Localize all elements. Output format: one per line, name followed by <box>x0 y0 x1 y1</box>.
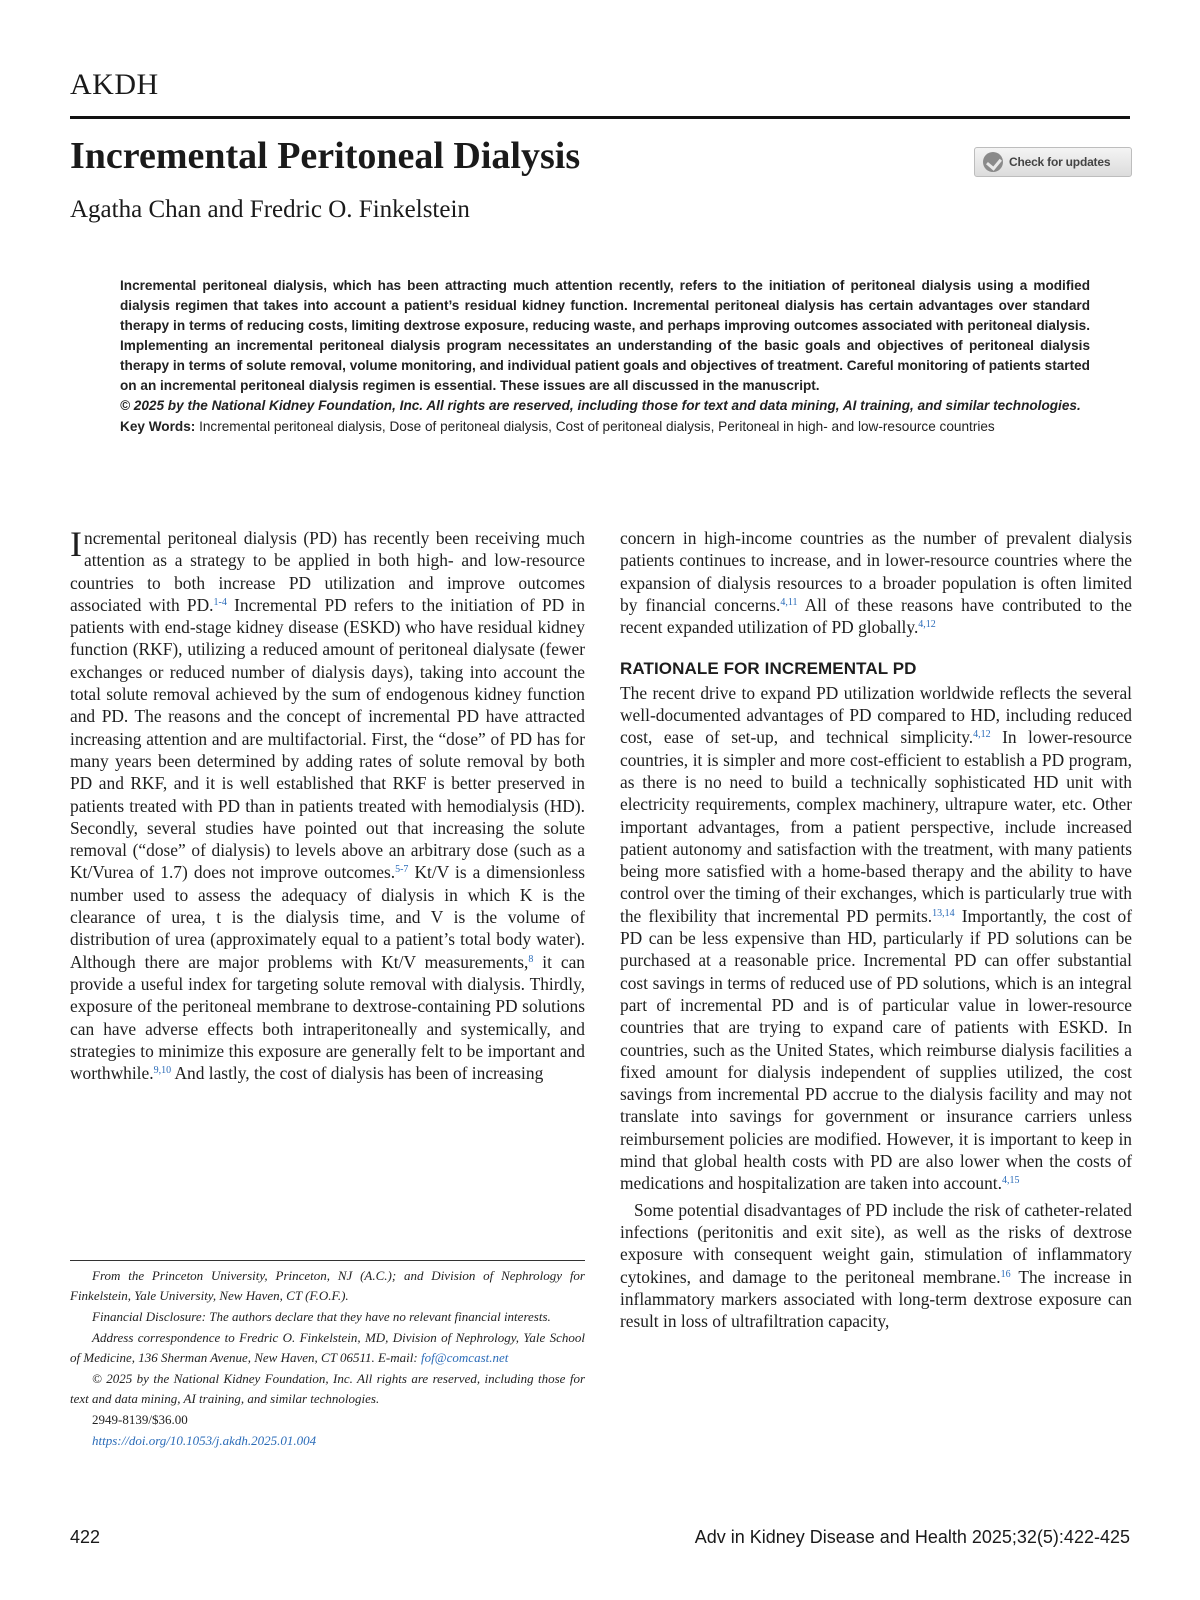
body-paragraph: concern in high-income countries as the number of prevalent dialysis patients continues to increase, and in lower-resource countries where the expansion of dialysis resources to a broader population is often limited by financial concerns.$^{4,11}$ All of these reasons have contributed to the recent expanded utilization of PD globally.$^{4,12}$ <box>620 528 1132 638</box>
footnote-disclosure: Financial Disclosure: The authors declare that they have no relevant financial interests. <box>92 1309 551 1324</box>
page-number: 422 <box>70 1527 101 1547</box>
footnote-issn: 2949-8139/$36.00 <box>92 1412 188 1427</box>
journal-citation: Adv in Kidney Disease and Health 2025;32(5):422-425 <box>694 1527 1130 1547</box>
intro-paragraph: Incremental peritoneal dialysis (PD) has recently been receiving much attention as a strategy to be applied in both high- and low-resource countries to both increase PD utilization and improve outcomes associated with PD.$^{1-4}$ Incremental PD refers to the initiation of PD in patients with end-stage kidney disease (ESKD) who have residual kidney function (RKF), utilizing a reduced amount of peritoneal dialysate (fewer exchanges or reduced number of dialysis days), taking into account the total solute removal achieved by the sum of endogenous kidney function and PD. The reasons and the concept of incremental PD have attracted increasing attention and are multifactorial. First, the “dose” of PD has for many years been determined by adding rates of solute removal by both PD and RKF, and it is well established that RKF is better preserved in patients treated with PD than in patients treated with hemodialysis (HD). Secondly, several studies have pointed out that increasing the solute removal (“dose” of dialysis) to levels above an arbitrary dose (such as a Kt/Vurea of 1.7) does not improve outcomes.$^{5-7}$ Kt/V is a dimensionless number used to assess the adequacy of dialysis in which K is the clearance of urea, t is the dialysis time, and V is the volume of distribution of urea (approximately equal to a patient’s total body water). Although there are major problems with Kt/V measurements,$^8$ it can provide a useful index for targeting solute removal with dialysis. Thirdly, exposure of the peritoneal membrane to dextrose-containing PD solutions can have adverse effects both intraperitoneally and systemically, and strategies to minimize this exposure are generally felt to be important and worthwhile.$^{9,10}$ And lastly, the cost of dialysis has been of increasing <box>70 524 585 1084</box>
citation-link[interactable]: 4,12 <box>973 729 991 741</box>
article-authors: Agatha Chan and Fredric O. Finkelstein <box>70 196 470 223</box>
drop-cap: I <box>70 524 82 564</box>
article-title: Incremental Peritoneal Dialysis <box>70 135 581 177</box>
abstract <box>120 276 1090 437</box>
citation-link[interactable]: 4,15 <box>1001 1175 1020 1187</box>
citation-link[interactable]: 1-4 <box>213 596 227 608</box>
abstract-text: Incremental peritoneal dialysis, which has been attracting much attention recently, refers to the initiation of peritoneal dialysis using a modified dialysis regimen that takes into account a patient’s residual kidney function. Incremental peritoneal dialysis has certain advantages over standard therapy in terms of reducing costs, limiting dextrose exposure, reducing waste, and perhaps improving outcomes associated with peritoneal dialysis. Implementing an incremental peritoneal dialysis program necessitates an understanding of the basic goals and objectives of peritoneal dialysis therapy in terms of solute removal, volume monitoring, and individual patient goals and objectives of treatment. Careful monitoring of patients started on an incremental peritoneal dialysis regimen is essential. These issues are all discussed in the manuscript. <box>120 278 1090 393</box>
citation-link[interactable]: 16 <box>1000 1268 1011 1280</box>
citation-link[interactable]: 4,12 <box>918 619 936 631</box>
citation-link[interactable]: 9,10 <box>153 1065 172 1077</box>
citation-link[interactable]: 5-7 <box>395 864 409 876</box>
doi-link[interactable]: https://doi.org/10.1053/j.akdh.2025.01.004 <box>92 1433 317 1448</box>
body-paragraph: Some potential disadvantages of PD include the risk of catheter-related infections (peritonitis and exit site), as well as the risks of dextrose exposure with consequent weight gain, stimulation of inflammatory cytokines, and damage to the peritoneal membrane.$^{16}$ The increase in inflammatory markers associated with long-term dextrose exposure can result in loss of ultrafiltration capacity, <box>620 1199 1132 1332</box>
body-column-right <box>620 527 1132 1332</box>
footnotes <box>70 1266 585 1452</box>
citation-link[interactable]: 4,11 <box>780 596 798 608</box>
keywords-label: Key Words: <box>120 419 196 434</box>
journal-abbreviation: AKDH <box>70 68 159 101</box>
body-paragraph: The recent drive to expand PD utilization worldwide reflects the several well-documented advantages of PD compared to HD, including reduced cost, ease of set-up, and technical simplicity.$^{4,12}$ In lower-resource countries, it is simpler and more cost-efficient to establish a PD program, as there is no need to build a technically sophisticated HD unit with electricity requirements, complex machinery, ultrapure water, etc. Other important advantages, from a patient perspective, include increased patient autonomy and satisfaction with the treatment, with many patients being more satisfied with a home-based therapy and the ability to have control over the timing of their exchanges, which is particularly true with the flexibility that incremental PD permits.$^{13,14}$ Importantly, the cost of PD can be less expensive than HD, particularly if PD solutions can be purchased at a reasonable price. Incremental PD can offer substantial cost savings in terms of reduced use of PD solutions, which is an integral part of incremental PD and is of particular value in lower-resource countries that are trying to expand care of patients with ESKD. In countries, such as the United States, which reimburse dialysis facilities a fixed amount for dialysis independent of supplies utilized, the cost savings from incremental PD accrue to the dialysis facility and may not translate into savings for government or insurance carriers unless reimbursement policies are modified. However, it is important to keep in mind that global health costs with PD are also lower when the costs of medications and hospitalization are taken into account.$^{4,15}$ <box>620 682 1133 1194</box>
check-for-updates-label: Check for updates <box>1009 155 1111 169</box>
citation-link[interactable]: 8 <box>528 953 534 965</box>
footnote-copyright: © 2025 by the National Kidney Foundation, Inc. All rights are reserved, including those for text and data mining, AI training, and similar technologies. <box>70 1371 585 1406</box>
keywords <box>120 417 1090 437</box>
footnote-address: Address correspondence to Fredric O. Finkelstein, MD, Division of Nephrology, Yale School of Medicine, 136 Sherman Avenue, New Haven, CT 06511. E-mail: fof@comcast.net <box>70 1330 585 1365</box>
keywords-list: Incremental peritoneal dialysis, Dose of peritoneal dialysis, Cost of peritoneal dialysis, Peritoneal in high- and low-resource countries <box>199 419 995 434</box>
footnote-rule <box>70 1260 585 1261</box>
email-link[interactable]: fof@comcast.net <box>420 1350 509 1365</box>
section-heading: RATIONALE FOR INCREMENTAL PD <box>620 659 917 679</box>
abstract-copyright: © 2025 by the National Kidney Foundation, Inc. All rights are reserved, including those for text and data mining, AI training, and similar technologies. <box>120 398 1081 413</box>
header-rule <box>70 116 1130 119</box>
body-column-left <box>70 524 585 1084</box>
citation-link[interactable]: 13,14 <box>932 907 955 919</box>
check-badge-icon <box>983 152 1003 172</box>
check-for-updates-button[interactable] <box>974 147 1132 177</box>
footnote-affiliation: From the Princeton University, Princeton, NJ (A.C.); and Division of Nephrology for Finkelstein, Yale University, New Haven, CT (F.O.F.). <box>70 1268 585 1303</box>
